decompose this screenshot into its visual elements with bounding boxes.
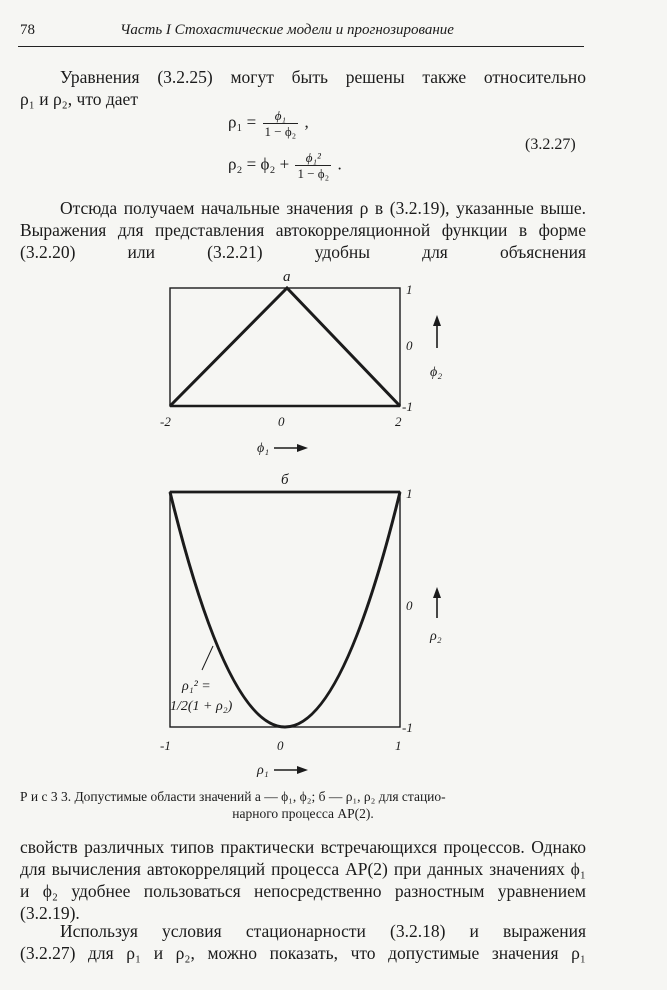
equation-rho1-numerator: ϕ₁ (274, 108, 286, 123)
paragraph-3: свойств различных типов практически встречающихся процессов. Однако для вычисления автокорреляций процесса АР(2) при данных значениях ϕ₁ и ϕ₂ удобнее пользоваться непосредственно разностным уравнением (3.2.19). (20, 837, 586, 923)
equation-rho2-denominator: 1 − ϕ₂ (297, 166, 330, 181)
running-title: Часть I Стохастические модели и прогнозирование (120, 22, 454, 38)
equation-rho2-numerator: ϕ₁² (305, 150, 321, 165)
panel-a-yaxis-label: ϕ₂ (430, 365, 443, 380)
panel-b-curve-label-line2: 1/2(1 + ρ₂) (170, 699, 233, 714)
paragraph-2: Отсюда получаем начальные значения ρ в (3.2.19), указанные выше. Выражения для представления автокорреляционной функции в форме (3.2.20) или (3.2.21) удобны для объяснения (20, 198, 586, 262)
equation-rho1-denominator: 1 − ϕ₂ (264, 124, 297, 139)
panel-a-ytick-mid: 0 (406, 338, 413, 353)
figure-panel-a (150, 266, 450, 466)
equation-rho1 (228, 108, 309, 139)
equation-rho2-punct: . (337, 154, 342, 174)
panel-a-ytick-top: 1 (406, 282, 413, 297)
paragraph-4-line-2: (3.2.27) для ρ₁ и ρ₂, можно показать, что допустимые значения ρ₁ (20, 943, 586, 963)
panel-a-triangle (170, 288, 400, 406)
equation-rho2-lhs: ρ₂ = ϕ₂ + (228, 154, 290, 174)
figure-caption-line-2: нарного процесса АР(2). (232, 806, 374, 821)
panel-b-curve-label-line1: ρ₁² = (182, 679, 211, 694)
equation-rho1-lhs: ρ₁ = (228, 112, 257, 132)
equation-number: (3.2.27) (525, 136, 576, 153)
panel-b-xtick-left: -1 (160, 738, 171, 753)
paragraph-4-line-1: Используя условия стационарности (3.2.18) и выражения (60, 921, 586, 941)
panel-b-xtick-right: 1 (395, 738, 402, 753)
panel-a-ytick-bottom: -1 (402, 399, 413, 414)
panel-b-ytick-bottom: -1 (402, 720, 413, 735)
panel-b-label: б (281, 472, 289, 488)
panel-b-ytick-mid: 0 (406, 598, 413, 613)
panel-b-yaxis-label: ρ₂ (430, 629, 442, 644)
paragraph-1-line-1: Уравнения (3.2.25) могут быть решены также относительно (60, 67, 586, 87)
panel-a-label: а (283, 269, 291, 285)
equation-rho2 (228, 150, 342, 181)
panel-b-curve-pointer (202, 646, 213, 670)
panel-b-ytick-top: 1 (406, 486, 413, 501)
panel-b-yaxis-arrowhead-icon (433, 587, 441, 598)
panel-a-xaxis-arrowhead-icon (297, 444, 308, 452)
equation-rho2-fraction (295, 150, 331, 181)
panel-a-frame (170, 288, 400, 406)
panel-a-yaxis-arrowhead-icon (433, 315, 441, 326)
panel-a-xtick-mid: 0 (278, 414, 285, 429)
figure-panel-b (150, 468, 460, 778)
paragraph-1-line-2: ρ₁ и ρ₂, что дает (20, 89, 138, 109)
panel-a-xtick-right: 2 (395, 414, 402, 429)
panel-b-xaxis-arrowhead-icon (297, 766, 308, 774)
panel-a-xaxis-label: ϕ₁ (257, 441, 270, 456)
equation-rho1-fraction (263, 108, 299, 139)
equation-rho1-punct: , (304, 112, 309, 132)
header-rule (18, 46, 584, 47)
panel-a-xtick-left: -2 (160, 414, 171, 429)
page-number: 78 (20, 22, 35, 38)
panel-b-xaxis-label: ρ₁ (257, 763, 269, 778)
figure-caption-line-1: Р и с 3 3. Допустимые области значений а — ϕ₁, ϕ₂; б — ρ₁, ρ₂ для стацио- (20, 789, 446, 804)
panel-b-xtick-mid: 0 (277, 738, 284, 753)
